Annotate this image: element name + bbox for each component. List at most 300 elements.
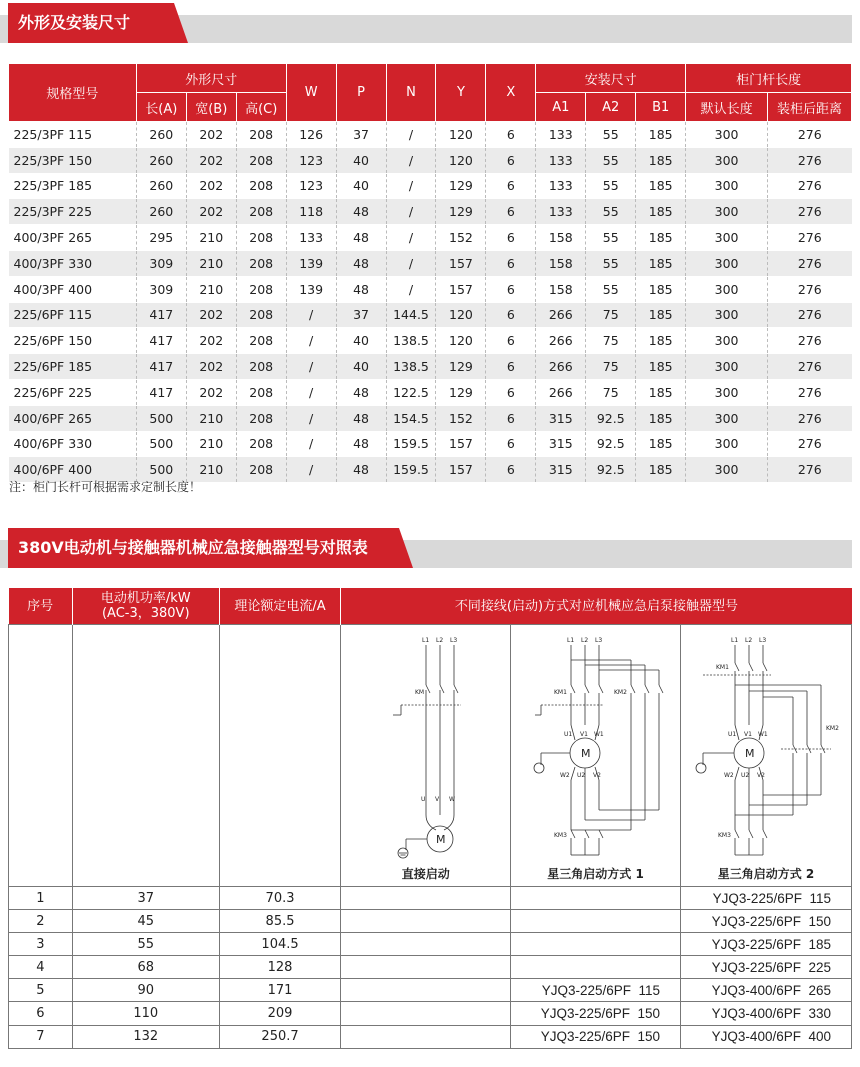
cell-width: 210 [186,276,236,302]
cell-model-direct [341,956,511,979]
col-header-w: W [286,64,336,122]
label-u2: U2 [741,772,750,779]
cell-power: 55 [72,933,219,956]
cell-b1: 185 [636,225,686,251]
cell-y: 120 [436,147,486,173]
section-title: 380V电动机与接触器机械应急接触器型号对照表 [18,538,368,557]
cell-a2: 92.5 [586,431,636,457]
label-km1: KM1 [716,664,729,671]
cell-y: 129 [436,354,486,380]
cell-p: 48 [336,276,386,302]
cell-rear-distance: 276 [768,225,852,251]
cell-default-length: 300 [686,225,768,251]
cell-default-length: 300 [686,302,768,328]
cell-n: 138.5 [386,328,436,354]
cell-n: / [386,225,436,251]
label-l1: L1 [567,637,575,644]
cell-w: / [286,302,336,328]
cell-width: 210 [186,431,236,457]
table-row [9,276,852,302]
cell-y: 120 [436,328,486,354]
cell-a1: 266 [536,328,586,354]
cell-spec: 225/6PF 115 [9,302,137,328]
label-km3: KM3 [554,832,568,839]
cell-width: 202 [186,354,236,380]
cell-w: / [286,328,336,354]
cell-rear-distance: 276 [768,405,852,431]
cell-a2: 92.5 [586,405,636,431]
cell-height: 208 [236,457,286,483]
label-u2: U2 [577,772,586,779]
power-header-line1: 电动机功率/kW [100,591,191,606]
cell-spec: 225/3PF 150 [9,147,137,173]
cell-x: 6 [486,405,536,431]
cell-x: 6 [486,276,536,302]
col-header-y: Y [436,64,486,122]
cell-p: 48 [336,250,386,276]
label-l2: L2 [581,637,589,644]
table-row [9,431,852,457]
cell-current: 171 [219,979,341,1002]
label-motor: M [436,833,446,846]
label-motor: M [581,747,591,760]
cell-height: 208 [236,122,286,148]
cell-model-star-delta-1: YJQ3-225/6PF 115 [511,979,681,1002]
cell-a2: 55 [586,199,636,225]
cell-spec: 225/6PF 225 [9,379,137,405]
cell-index: 6 [9,1002,73,1025]
cell-x: 6 [486,431,536,457]
cell-spec: 225/6PF 150 [9,328,137,354]
cell-model-direct [341,910,511,933]
cell-a1: 315 [536,431,586,457]
cell-index: 1 [9,887,73,910]
cell-p: 48 [336,225,386,251]
cell-p: 40 [336,147,386,173]
label-v2: V2 [757,772,765,779]
cell-spec: 225/3PF 185 [9,173,137,199]
cell-b1: 185 [636,147,686,173]
cell-length: 295 [136,225,186,251]
cell-default-length: 300 [686,379,768,405]
cell-current: 250.7 [219,1025,341,1048]
label-km1: KM1 [554,689,568,696]
label-w2: W2 [560,772,570,779]
cell-a2: 92.5 [586,457,636,483]
cell-a2: 55 [586,276,636,302]
cell-height: 208 [236,147,286,173]
table-row [9,122,852,148]
cell-x: 6 [486,147,536,173]
col-header-default-length: 默认长度 [686,93,768,122]
col-header-rear-distance: 装柜后距离 [768,93,852,122]
cell-power: 110 [72,1002,219,1025]
cell-spec: 400/6PF 400 [9,457,137,483]
cell-p: 37 [336,122,386,148]
footnote: 注：柜门长杆可根据需求定制长度！ [9,480,202,494]
cell-length: 309 [136,250,186,276]
cell-rear-distance: 276 [768,431,852,457]
diagram-star-delta-2 [681,625,852,887]
cell-a1: 266 [536,354,586,380]
cell-b1: 185 [636,199,686,225]
cell-p: 37 [336,302,386,328]
col-header-b1: B1 [636,93,686,122]
cell-spec: 400/6PF 330 [9,431,137,457]
col-header-install-size: 安装尺寸 [536,64,686,93]
cell-model-star-delta-2: YJQ3-225/6PF 115 [681,887,852,910]
cell-power: 90 [72,979,219,1002]
cell-a2: 55 [586,122,636,148]
cell-x: 6 [486,457,536,483]
cell-spec: 225/6PF 185 [9,354,137,380]
cell-rear-distance: 276 [768,173,852,199]
table-row [9,173,852,199]
label-w: W [449,796,456,803]
label-l3: L3 [595,637,603,644]
cell-a1: 158 [536,276,586,302]
col-header-width: 宽(B) [186,93,236,122]
cell-p: 48 [336,405,386,431]
cell-b1: 185 [636,379,686,405]
cell-model-star-delta-2: YJQ3-400/6PF 265 [681,979,852,1002]
cell-model-direct [341,933,511,956]
cell-a2: 75 [586,302,636,328]
cell-length: 500 [136,457,186,483]
cell-b1: 185 [636,457,686,483]
cell-x: 6 [486,302,536,328]
contactor-table [8,588,852,1049]
cell-current: 70.3 [219,887,341,910]
cell-w: 118 [286,199,336,225]
table-row [9,910,852,933]
cell-width: 202 [186,302,236,328]
table-row [9,250,852,276]
col-header-outer-size: 外形尺寸 [136,64,286,93]
cell-width: 202 [186,328,236,354]
col-header-spec: 规格型号 [9,64,137,122]
cell-rear-distance: 276 [768,276,852,302]
table-row [9,328,852,354]
cell-a1: 315 [536,457,586,483]
cell-rear-distance: 276 [768,199,852,225]
cell-y: 120 [436,122,486,148]
cell-w: 139 [286,250,336,276]
cell-power: 132 [72,1025,219,1048]
cell-width: 202 [186,379,236,405]
cell-height: 208 [236,354,286,380]
cell-a1: 133 [536,199,586,225]
cell-index: 3 [9,933,73,956]
cell-spec: 225/3PF 115 [9,122,137,148]
section-title: 外形及安装尺寸 [18,13,131,32]
diagram-direct-start [341,625,511,887]
cell-model-star-delta-2: YJQ3-400/6PF 330 [681,1002,852,1025]
cell-default-length: 300 [686,147,768,173]
cell-b1: 185 [636,354,686,380]
cell-power: 68 [72,956,219,979]
table-row [9,933,852,956]
cell-a1: 158 [536,250,586,276]
star-delta-1-wiring-diagram [511,625,681,886]
table-row [9,887,852,910]
cell-height: 208 [236,431,286,457]
cell-a1: 158 [536,225,586,251]
power-header-line2: (AC-3，380V) [101,606,190,621]
cell-current: 85.5 [219,910,341,933]
cell-a2: 75 [586,379,636,405]
label-l3: L3 [759,637,767,644]
cell-model-star-delta-2: YJQ3-225/6PF 185 [681,933,852,956]
cell-y: 120 [436,302,486,328]
cell-index: 5 [9,979,73,1002]
col-header-a1: A1 [536,93,586,122]
cell-x: 6 [486,199,536,225]
cell-n: / [386,173,436,199]
star-delta-2-wiring-diagram [681,625,852,886]
label-motor: M [745,747,755,760]
cell-height: 208 [236,173,286,199]
cell-height: 208 [236,225,286,251]
cell-w: 123 [286,173,336,199]
cell-model-star-delta-2: YJQ3-225/6PF 150 [681,910,852,933]
label-v1: V1 [580,731,589,738]
label-u1: U1 [564,731,573,738]
section-header-dimensions [0,3,860,43]
col-header-n: N [386,64,436,122]
diagram-caption-star-delta-2: 星三角启动方式 2 [717,867,815,881]
label-v1: V1 [744,731,752,738]
cell-a1: 133 [536,147,586,173]
col-header-x: X [486,64,536,122]
cell-x: 6 [486,379,536,405]
cell-length: 417 [136,328,186,354]
cell-width: 202 [186,199,236,225]
cell-default-length: 300 [686,328,768,354]
label-km: KM [415,689,425,696]
cell-rear-distance: 276 [768,457,852,483]
table-row [9,956,852,979]
cell-length: 417 [136,379,186,405]
cell-model-star-delta-1 [511,933,681,956]
cell-rear-distance: 276 [768,250,852,276]
cell-length: 260 [136,122,186,148]
cell-default-length: 300 [686,405,768,431]
table-row [9,354,852,380]
diagram-star-delta-1 [511,625,681,887]
cell-y: 157 [436,250,486,276]
cell-n: 144.5 [386,302,436,328]
cell-model-direct [341,1025,511,1048]
table-row [9,1002,852,1025]
cell-p: 40 [336,328,386,354]
cell-p: 48 [336,431,386,457]
cell-a1: 266 [536,379,586,405]
cell-default-length: 300 [686,431,768,457]
diagram-caption-direct: 直接启动 [401,867,450,881]
cell-y: 129 [436,199,486,225]
direct-start-wiring-diagram [341,625,511,886]
cell-current: 104.5 [219,933,341,956]
cell-rear-distance: 276 [768,147,852,173]
cell-spec: 400/3PF 265 [9,225,137,251]
label-u: U [421,796,426,803]
cell-a1: 266 [536,302,586,328]
cell-width: 202 [186,147,236,173]
cell-current: 209 [219,1002,341,1025]
cell-w: / [286,379,336,405]
col-header-length: 长(A) [136,93,186,122]
cell-model-direct [341,979,511,1002]
cell-model-star-delta-1: YJQ3-225/6PF 150 [511,1025,681,1048]
cell-length: 500 [136,405,186,431]
cell-a1: 133 [536,122,586,148]
cell-model-star-delta-2: YJQ3-225/6PF 225 [681,956,852,979]
cell-spec: 400/3PF 330 [9,250,137,276]
cell-x: 6 [486,328,536,354]
cell-model-star-delta-1 [511,956,681,979]
cell-y: 129 [436,379,486,405]
cell-rear-distance: 276 [768,379,852,405]
cell-n: / [386,122,436,148]
cell-n: / [386,276,436,302]
cell-length: 260 [136,199,186,225]
cell-power: 45 [72,910,219,933]
cell-spec: 400/3PF 400 [9,276,137,302]
cell-default-length: 300 [686,122,768,148]
cell-x: 6 [486,122,536,148]
diagram-caption-star-delta-1: 星三角启动方式 1 [547,867,644,881]
cell-w: / [286,405,336,431]
cell-rear-distance: 276 [768,122,852,148]
cell-a2: 55 [586,147,636,173]
cell-b1: 185 [636,122,686,148]
cell-height: 208 [236,379,286,405]
cell-y: 152 [436,405,486,431]
cell-w: / [286,457,336,483]
cell-length: 500 [136,431,186,457]
cell-b1: 185 [636,173,686,199]
col-header-a2: A2 [586,93,636,122]
cell-default-length: 300 [686,199,768,225]
cell-w: 133 [286,225,336,251]
col-header-rod-length: 柜门杆长度 [686,64,852,93]
cell-length: 260 [136,147,186,173]
diagram-spacer-power [72,625,219,887]
cell-b1: 185 [636,250,686,276]
cell-height: 208 [236,250,286,276]
cell-x: 6 [486,354,536,380]
table-row [9,302,852,328]
cell-w: / [286,354,336,380]
label-w1: W1 [758,731,768,738]
cell-width: 210 [186,250,236,276]
cell-p: 48 [336,457,386,483]
cell-default-length: 300 [686,250,768,276]
cell-width: 202 [186,173,236,199]
cell-width: 210 [186,457,236,483]
cell-rear-distance: 276 [768,328,852,354]
cell-w: / [286,431,336,457]
cell-b1: 185 [636,405,686,431]
cell-model-direct [341,1002,511,1025]
cell-length: 417 [136,302,186,328]
diagram-spacer-index [9,625,73,887]
cell-height: 208 [236,302,286,328]
cell-b1: 185 [636,302,686,328]
cell-model-star-delta-1: YJQ3-225/6PF 150 [511,1002,681,1025]
col-header-current: 理论额定电流/A [219,588,341,625]
cell-model-star-delta-1 [511,910,681,933]
cell-width: 210 [186,405,236,431]
cell-p: 40 [336,173,386,199]
label-l2: L2 [745,637,753,644]
cell-height: 208 [236,405,286,431]
cell-model-direct [341,887,511,910]
table-row [9,147,852,173]
cell-power: 37 [72,887,219,910]
label-l1: L1 [731,637,739,644]
cell-a2: 55 [586,225,636,251]
dimensions-table [8,63,852,483]
cell-y: 152 [436,225,486,251]
label-w2: W2 [724,772,734,779]
label-l2: L2 [436,637,444,644]
cell-x: 6 [486,225,536,251]
cell-a1: 315 [536,405,586,431]
section-header-contactor [0,528,860,568]
label-v: V [435,796,440,803]
table-row [9,379,852,405]
label-km3: KM3 [718,832,731,839]
cell-index: 7 [9,1025,73,1048]
label-km2: KM2 [826,725,839,732]
cell-model-star-delta-2: YJQ3-400/6PF 400 [681,1025,852,1048]
cell-a2: 75 [586,328,636,354]
table-row [9,979,852,1002]
diagram-spacer-current [219,625,341,887]
cell-index: 4 [9,956,73,979]
cell-length: 260 [136,173,186,199]
cell-model-star-delta-1 [511,887,681,910]
cell-p: 40 [336,354,386,380]
cell-a2: 55 [586,250,636,276]
label-w1: W1 [594,731,604,738]
cell-default-length: 300 [686,276,768,302]
cell-rear-distance: 276 [768,354,852,380]
cell-b1: 185 [636,431,686,457]
cell-height: 208 [236,276,286,302]
table-row [9,1025,852,1048]
cell-p: 48 [336,199,386,225]
cell-default-length: 300 [686,354,768,380]
cell-width: 202 [186,122,236,148]
cell-p: 48 [336,379,386,405]
cell-w: 139 [286,276,336,302]
label-l1: L1 [422,637,430,644]
cell-x: 6 [486,173,536,199]
cell-y: 157 [436,457,486,483]
cell-n: 122.5 [386,379,436,405]
cell-n: / [386,199,436,225]
cell-spec: 400/6PF 265 [9,405,137,431]
cell-w: 126 [286,122,336,148]
col-header-contactor-models: 不同接线(启动)方式对应机械应急启泵接触器型号 [341,588,852,625]
col-header-height: 高(C) [236,93,286,122]
cell-w: 123 [286,147,336,173]
cell-x: 6 [486,250,536,276]
label-u1: U1 [728,731,737,738]
